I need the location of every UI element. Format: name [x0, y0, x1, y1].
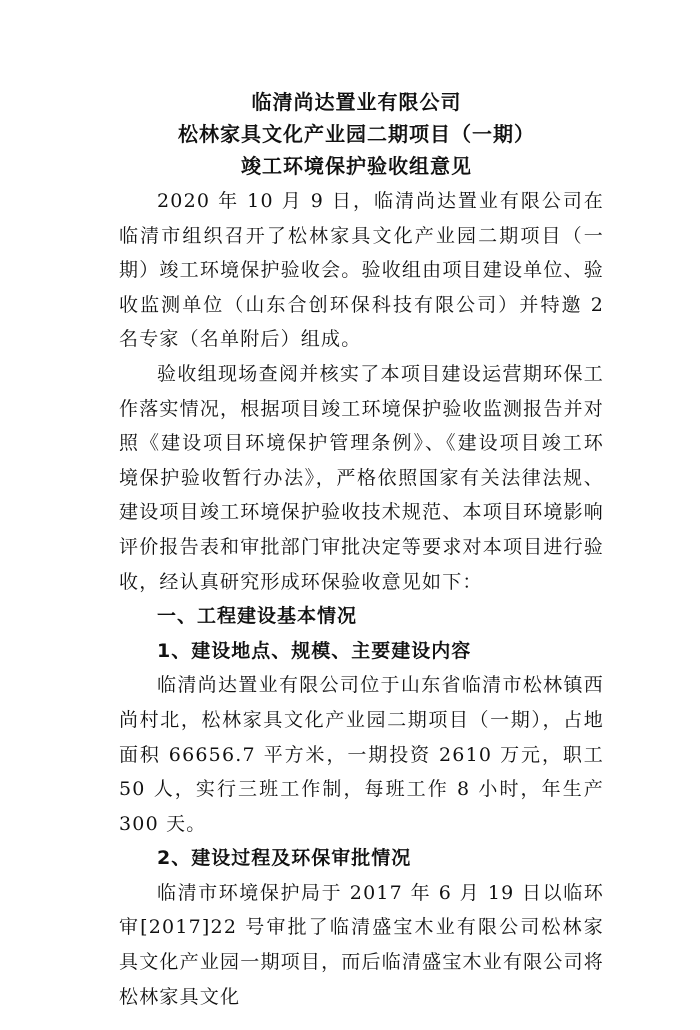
document-title-project: 松林家具文化产业园二期项目（一期） — [178, 122, 535, 146]
subsection-heading-approval-process: 2、建设过程及环保审批情况 — [157, 847, 412, 870]
section-heading-basic-info: 一、工程建设基本情况 — [157, 605, 358, 628]
subsection-heading-location-scale: 1、建设地点、规模、主要建设内容 — [157, 639, 472, 662]
document-title-opinion: 竣工环境保护验收组意见 — [241, 154, 472, 178]
paragraph-approval-process: 临清市环境保护局于 2017 年 6 月 19 日以临环审[2017]22 号审批了临清盛宝木业有限公司松林家具文化产业园一期项目，而后临清盛宝木业有限公司将松林家具文化 — [119, 881, 604, 1008]
document-title-company: 临清尚达置业有限公司 — [251, 90, 462, 114]
paragraph-location-scale: 临清尚达置业有限公司位于山东省临清市松林镇西尚村北，松林家具文化产业园二期项目（一期），占地面积 66656.7 平方米，一期投资 2610 万元，职工 50 人，实行三班工作制，每班工作 8 小时，年生产 300 天。 — [119, 674, 604, 835]
paragraph-verification-basis: 验收组现场查阅并核实了本项目建设运营期环保工作落实情况，根据项目竣工环境保护验收监测报告并对照《建设项目环境保护管理条例》、《建设项目竣工环境保护验收暂行办法》，严格依照国家有关法律法规、建设项目竣工环境保护验收技术规范、本项目环境影响评价报告表和审批部门审批决定等要求对本项目进行验收，经认真研究形成环保验收意见如下： — [119, 362, 604, 593]
paragraph-meeting-intro: 2020 年 10 月 9 日，临清尚达置业有限公司在临清市组织召开了松林家具文化产业园二期项目（一期）竣工环境保护验收会。验收组由项目建设单位、验收监测单位（山东合创环保科技有限公司）并特邀 2 名专家（名单附后）组成。 — [119, 190, 604, 351]
